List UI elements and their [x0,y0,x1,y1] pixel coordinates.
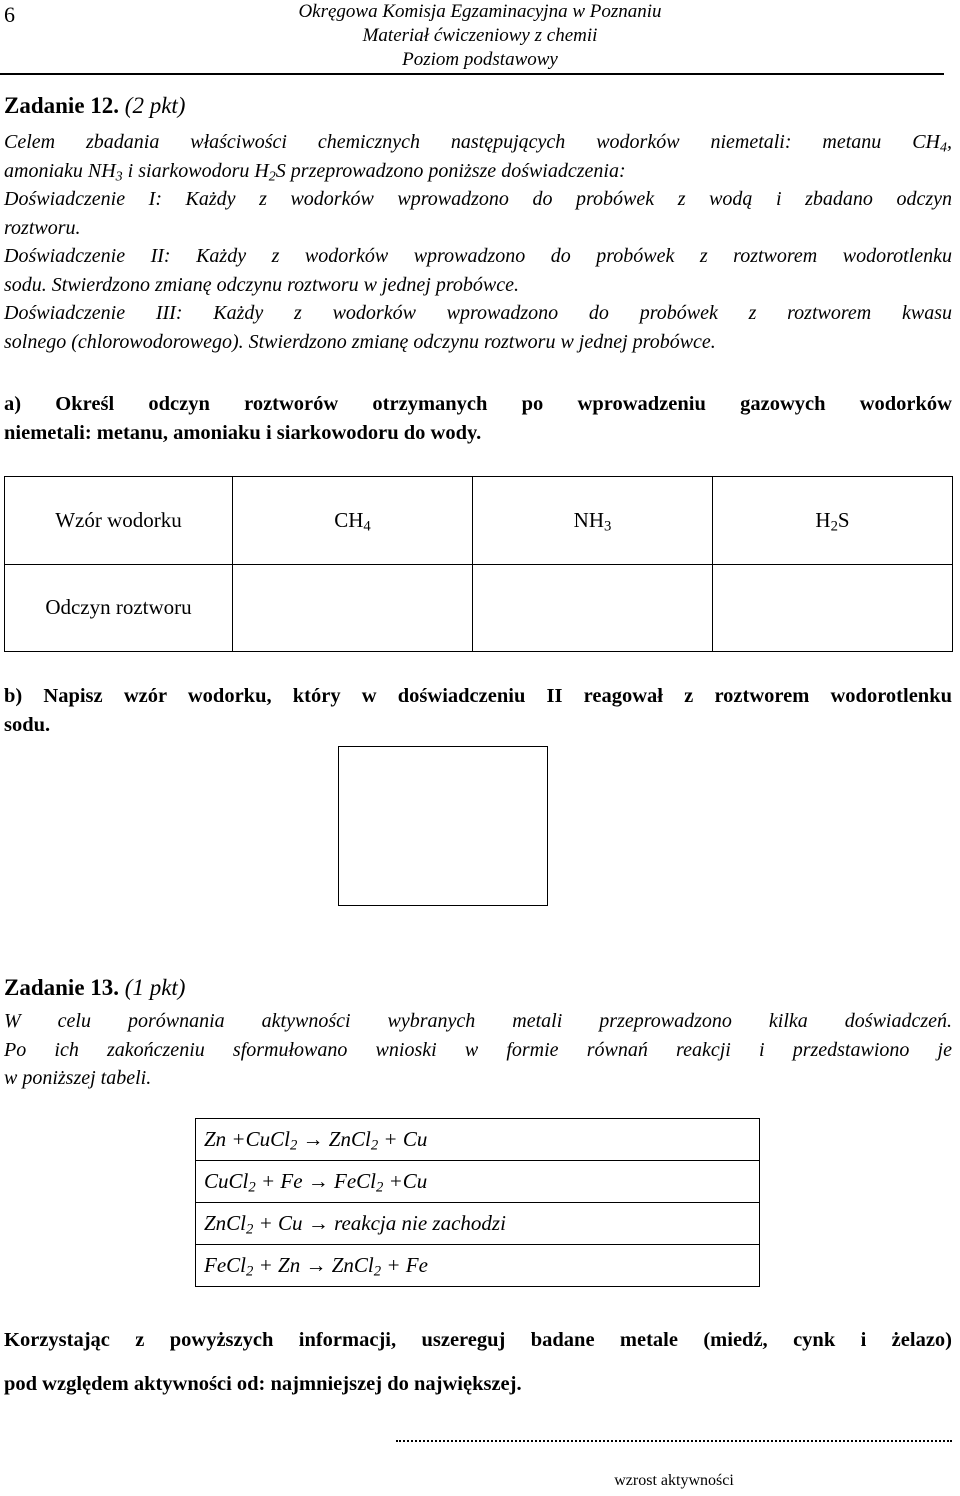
reactant: ZnCl [204,1211,247,1235]
product-tail: +Cu [388,1169,428,1193]
formula-sub: 4 [363,518,371,535]
task-12-title [4,92,185,120]
question-b [4,682,952,740]
task-13-points: (1 pkt) [124,975,186,1000]
intro-line-2 [4,157,952,186]
sub-nh3: 3 [115,169,123,184]
product-sub: 2 [376,1179,384,1196]
exp2-line-b: sodu. Stwierdzono zmianę odczynu roztworu w jednej probówce. [4,273,519,296]
formula-nh3 [473,477,713,565]
task-13-title [4,974,185,1002]
answer-cell-h2s[interactable] [713,564,953,652]
exp3-line-b: solnego (chlorowodorowego). Stwierdzono zmianę odczynu roztworu w jednej probówce. [4,330,716,353]
task-13-intro [4,1007,952,1093]
reaction-3 [196,1203,760,1245]
exp1-line-a: Doświadczenie I: Każdy z wodorków wprowadzono do probówek z wodą i zbadano odczyn [4,188,952,210]
product-tail: + Fe [386,1253,428,1277]
table-row [5,477,953,565]
intro-text-4: S przeprowadzono poniższe doświadczenia: [275,159,626,182]
header-line-2: Materiał ćwiczeniowy z chemii [362,25,598,46]
formula-main: NH [573,507,604,532]
table-row [5,564,953,652]
header-rule [0,73,944,75]
task-13-number: Zadanie 13. [4,975,120,1000]
reaction-arrow: → [302,1127,324,1151]
reactant-sub: 2 [246,1263,254,1280]
table-header-reaction: Odczyn roztworu [5,564,233,652]
header-line-3: Poziom podstawowy [402,49,558,70]
formula-sub: 3 [604,518,612,535]
question-a-line-2: niemetali: metanu, amoniaku i siarkowodoru do wody. [4,422,482,444]
product: ZnCl [328,1127,371,1151]
reactant-sub: 2 [248,1179,256,1196]
task-13-question-line-2: pod względem aktywności od: najmniejszej do największej. [4,1373,522,1395]
task-13-question [4,1318,952,1406]
product: reakcja nie zachodzi [334,1211,506,1235]
exp2-line-a: Doświadczenie II: Każdy z wodorków wprowadzono do probówek z roztworem wodorotlenku [4,245,952,267]
reaction-arrow: → [307,1169,329,1193]
intro-text-1: Celem zbadania właściwości chemicznych następujących wodorków niemetali: metanu CH [4,131,940,153]
reaction-arrow: → [307,1211,329,1235]
formula-h2s [713,477,953,565]
formula-tail: S [837,507,850,532]
answer-dotted-line[interactable] [396,1440,952,1442]
activity-axis-label: wzrost aktywności [614,1472,734,1489]
reactions-table [195,1118,760,1287]
reactant-sub: 2 [289,1137,298,1154]
intro-text-3: i siarkowodoru H [127,159,269,182]
product: ZnCl [331,1253,374,1277]
task-12-intro [4,128,952,356]
task-13-intro-line-1: W celu porównania aktywności wybranych metali przeprowadzono kilka doświadczeń. [4,1010,952,1032]
formula-main: H [815,507,831,532]
intro-text-2: amoniaku NH [4,159,116,182]
reaction-4 [196,1245,760,1287]
intro-line-1: Celem zbadania właściwości chemicznych następujących wodorków niemetali: metanu $CH_4$, [4,131,952,156]
exp3-line-a: Doświadczenie III: Każdy z wodorków wprowadzono do probówek z roztworem kwasu [4,302,952,324]
product: FeCl [334,1169,377,1193]
reaction-2 [196,1161,760,1203]
reactant-tail: + Zn [258,1253,301,1277]
task-13-intro-line-3: w poniższej tabeli. [4,1067,152,1089]
product-tail: + Cu [383,1127,428,1151]
table-row [196,1161,760,1203]
page-number: 6 [4,2,15,27]
reactant: CuCl [204,1169,249,1193]
reactant: FeCl [204,1253,246,1277]
reactant-tail: + Cu [258,1211,303,1235]
hydride-table [4,476,953,652]
product-sub: 2 [370,1137,379,1154]
table-header-formula: Wzór wodorku [5,477,233,565]
reactant-tail: + Fe [260,1169,303,1193]
answer-cell-nh3[interactable] [473,564,713,652]
table-row [196,1119,760,1161]
question-b-line-1: b) Napisz wzór wodorku, który w doświadczeniu II reagował z roztworem wodorotlenku [4,685,952,707]
formula-sub: 2 [830,518,838,535]
header-line-1: Okręgowa Komisja Egzaminacyjna w Poznaniu [298,1,662,22]
table-row [196,1245,760,1287]
task-13-intro-line-2: Po ich zakończeniu sformułowano wnioski w formie równań reakcji i przedstawiono je [4,1038,952,1061]
question-b-line-2: sodu. [4,714,51,736]
sub-ch4: 4 [940,140,947,156]
answer-box[interactable] [338,746,548,906]
exp1-line-b: roztworu. [4,216,81,239]
question-a-line-1: a) Określ odczyn roztworów otrzymanych po wprowadzeniu gazowych wodorków [4,393,952,415]
product-sub: 2 [373,1263,382,1280]
reactant-sub: 2 [246,1221,254,1238]
reaction-arrow: → [305,1253,327,1277]
formula-main: CH [334,507,364,532]
task-13-question-line-1: Korzystając z powyższych informacji, uszereguj badane metale (miedź, cynk i żelazo) [4,1329,952,1351]
question-a [4,390,952,448]
reactant: Zn +CuCl [204,1127,290,1151]
task-12-points: (2 pkt) [124,93,186,118]
formula-ch4 [233,477,473,565]
table-row [196,1203,760,1245]
sub-h2s: 2 [268,169,276,184]
reaction-1 [196,1119,760,1161]
task-12-number: Zadanie 12. [4,93,120,118]
answer-cell-ch4[interactable] [233,564,473,652]
